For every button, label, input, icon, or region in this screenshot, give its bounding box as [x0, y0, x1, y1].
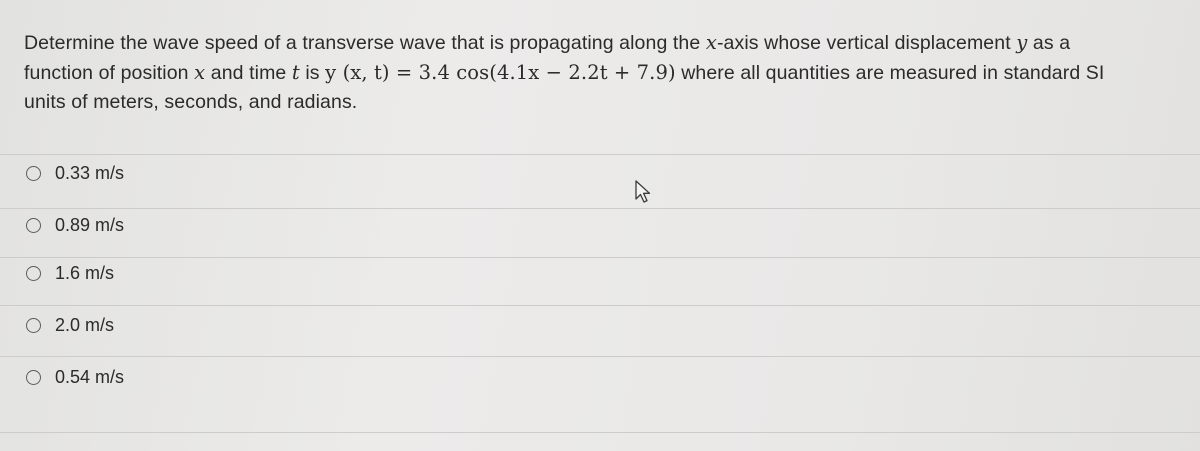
divider	[0, 257, 1200, 258]
question-line-1-text: Determine the wave speed of a transverse wave that is propagating along the	[24, 32, 706, 54]
answer-option-label: 0.89 m/s	[55, 214, 125, 235]
divider	[0, 432, 1200, 433]
radio-button[interactable]	[26, 218, 41, 233]
question-line-2-text-2: and time	[205, 62, 292, 84]
question-line-1-text-3: as a	[1027, 32, 1071, 54]
variable-t: t	[291, 61, 300, 84]
variable-x: x	[705, 31, 717, 54]
answer-option-label: 0.33 m/s	[55, 162, 125, 183]
divider	[0, 356, 1200, 357]
question-line-1	[24, 28, 1184, 58]
wave-equation: y (x, t) = 3.4 cos(4.1x − 2.2t + 7.9)	[325, 61, 676, 84]
radio-button[interactable]	[26, 266, 41, 281]
divider	[0, 305, 1200, 306]
question-line-3: units of meters, seconds, and radians.	[24, 91, 358, 113]
divider	[0, 154, 1200, 155]
question-line-1-text-2: -axis whose vertical displacement	[716, 32, 1017, 54]
answer-option-label: 0.54 m/s	[55, 366, 125, 387]
answer-option-4[interactable]	[26, 312, 114, 338]
answer-option-label: 2.0 m/s	[55, 314, 115, 335]
answer-option-3[interactable]	[26, 260, 114, 286]
question-text	[24, 28, 1184, 117]
pointer-cursor-icon	[634, 180, 652, 204]
divider	[0, 208, 1200, 209]
question-line-2-text-4: where all quantities are measured in standard SI	[675, 62, 1105, 84]
answer-option-1[interactable]	[26, 160, 124, 186]
radio-button[interactable]	[26, 370, 41, 385]
radio-button[interactable]	[26, 166, 41, 181]
question-line-2-text: function of position	[24, 62, 195, 84]
answer-option-5[interactable]	[26, 364, 124, 390]
answer-option-2[interactable]	[26, 212, 124, 238]
answer-option-label: 1.6 m/s	[55, 262, 115, 283]
radio-button[interactable]	[26, 318, 41, 333]
question-line-2-text-3: is	[299, 62, 326, 84]
variable-x: x	[194, 61, 206, 84]
variable-y: y	[1016, 31, 1028, 54]
question-line-2	[24, 58, 1184, 88]
